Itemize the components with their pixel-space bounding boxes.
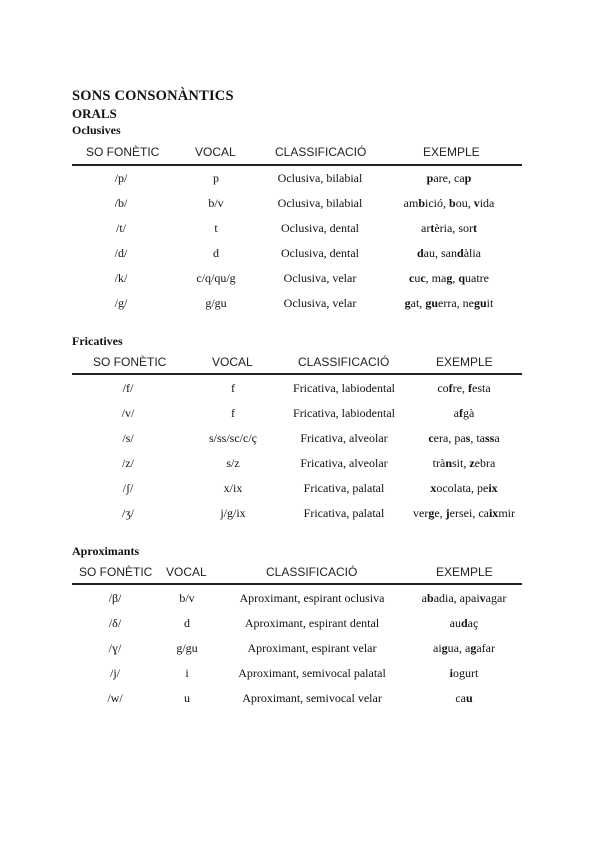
highlighted-letters: c (409, 271, 415, 285)
cell-classificacio: Fricativa, palatal (303, 481, 385, 495)
cell-vocal: d (213, 246, 219, 260)
highlighted-letters: d (457, 246, 464, 260)
example-text: it (486, 296, 494, 310)
cell-vocal: t (214, 221, 218, 235)
highlighted-letters: d (416, 246, 424, 260)
example-text: gà (463, 406, 475, 420)
highlighted-letters: n (445, 456, 453, 470)
cell-exemple (422, 591, 507, 606)
example-text: esta (472, 381, 491, 395)
column-header-exemple: EXEMPLE (436, 565, 493, 579)
example-text: afar (476, 641, 495, 655)
example-text: ar (421, 221, 431, 235)
cell-vocal: f (231, 406, 235, 420)
highlighted-letters: f (448, 381, 453, 395)
highlighted-letters: p (426, 171, 434, 185)
cell-classificacio: Oclusiva, bilabial (277, 171, 363, 185)
cell-classificacio: Aproximant, espirant dental (244, 616, 380, 630)
cell-classificacio: Oclusiva, dental (281, 221, 359, 235)
highlighted-letters: q (458, 271, 466, 285)
highlighted-letters: s (465, 431, 471, 445)
highlighted-letters: u (465, 691, 473, 705)
column-header-classificacio: CLASSIFICACIÓ (266, 565, 358, 579)
example-text: re, (452, 381, 468, 395)
section-heading: Fricatives (72, 334, 123, 348)
cell-exemple (437, 381, 490, 396)
cell-exemple (417, 246, 481, 261)
highlighted-letters: i (449, 666, 453, 680)
example-text: trà (432, 456, 446, 470)
cell-exemple (430, 481, 497, 496)
example-text: , (452, 271, 459, 285)
highlighted-letters: g (428, 506, 435, 520)
cell-so: /ɣ/ (108, 641, 122, 655)
highlighted-letters: ix (488, 506, 499, 520)
cell-exemple (413, 506, 515, 521)
cell-vocal: g/gu (205, 296, 227, 310)
cell-so: /d/ (114, 246, 128, 260)
cell-so: /ʒ/ (122, 506, 134, 520)
example-text: uatre (465, 271, 489, 285)
cell-exemple (455, 691, 472, 706)
highlighted-letters: d (460, 616, 468, 630)
example-text: aç (467, 616, 479, 630)
highlighted-letters: b (449, 196, 456, 210)
cell-so: /j/ (109, 666, 121, 680)
example-text: era, pa (433, 431, 466, 445)
example-text: ua, a (447, 641, 471, 655)
cell-exemple (404, 196, 495, 211)
example-text: ver (413, 506, 429, 520)
cell-classificacio: Aproximant, semivocal velar (242, 691, 382, 705)
column-header-vocal: VOCAL (166, 565, 207, 579)
highlighted-letters: c (420, 271, 426, 285)
header-rule (72, 164, 522, 166)
column-header-vocal: VOCAL (195, 145, 236, 159)
cell-vocal: b/v (208, 196, 224, 210)
cell-so: /z/ (122, 456, 134, 470)
cell-so: /b/ (114, 196, 128, 210)
cell-so: /f/ (122, 381, 134, 395)
example-text: ersei, ca (449, 506, 489, 520)
highlighted-letters: t (472, 221, 477, 235)
highlighted-letters: b (418, 196, 425, 210)
cell-so: /t/ (115, 221, 127, 235)
cell-classificacio: Oclusiva, dental (281, 246, 359, 260)
column-header-classificacio: CLASSIFICACIÓ (275, 145, 367, 159)
cell-classificacio: Fricativa, labiodental (293, 406, 395, 420)
cell-exemple (454, 406, 475, 421)
highlighted-letters: g (470, 641, 477, 655)
cell-classificacio: Fricativa, alveolar (300, 456, 388, 470)
cell-vocal: c/q/qu/g (196, 271, 236, 285)
cell-exemple (405, 296, 494, 311)
column-header-vocal: VOCAL (212, 355, 253, 369)
cell-exemple (450, 616, 479, 631)
cell-classificacio: Oclusiva, bilabial (277, 196, 363, 210)
cell-vocal: i (185, 666, 189, 680)
highlighted-letters: g (404, 296, 411, 310)
cell-classificacio: Aproximant, espirant oclusiva (239, 591, 385, 605)
cell-vocal: j/g/ix (220, 506, 246, 520)
section-heading: Aproximants (72, 544, 140, 558)
cell-exemple (427, 171, 472, 186)
cell-vocal: s/ss/sc/c/ç (209, 431, 257, 445)
header-rule (72, 583, 522, 585)
cell-classificacio: Oclusiva, velar (283, 296, 357, 310)
highlighted-letters: x (430, 481, 437, 495)
highlighted-letters: g (446, 271, 453, 285)
example-text: e, (434, 506, 446, 520)
cell-so: /β/ (108, 591, 122, 605)
column-header-exemple: EXEMPLE (423, 145, 480, 159)
example-text: agar (485, 591, 507, 605)
highlighted-letters: gu (473, 296, 487, 310)
highlighted-letters: gu (425, 296, 439, 310)
highlighted-letters: j (445, 506, 450, 520)
page-subtitle: ORALS (72, 106, 117, 121)
cell-classificacio: Aproximant, semivocal palatal (238, 666, 386, 680)
column-header-so: SO FONÈTIC (86, 145, 160, 159)
example-text: èria, sor (434, 221, 473, 235)
highlighted-letters: v (479, 591, 486, 605)
column-header-so: SO FONÈTIC (79, 565, 153, 579)
example-text: a (494, 431, 500, 445)
column-header-so: SO FONÈTIC (93, 355, 167, 369)
highlighted-letters: c (428, 431, 434, 445)
header-rule (72, 373, 522, 375)
example-text: u (414, 271, 421, 285)
highlighted-letters: ix (488, 481, 498, 495)
highlighted-letters: f (459, 406, 463, 420)
cell-vocal: x/ix (223, 481, 243, 495)
example-text: at, (410, 296, 426, 310)
cell-classificacio: Fricativa, alveolar (300, 431, 388, 445)
cell-exemple (409, 271, 489, 286)
example-text: ou, (455, 196, 474, 210)
cell-so: /v/ (121, 406, 135, 420)
example-text: ocolata, pe (436, 481, 489, 495)
highlighted-letters: t (430, 221, 435, 235)
example-text: , ma (425, 271, 447, 285)
example-text: ai (433, 641, 442, 655)
highlighted-letters: b (427, 591, 434, 605)
example-text: ogurt (453, 666, 479, 680)
cell-exemple (433, 456, 496, 471)
example-text: sit, (452, 456, 470, 470)
cell-so: /k/ (114, 271, 128, 285)
example-text: ida (479, 196, 495, 210)
example-text: adia, apai (433, 591, 480, 605)
example-text: ició, (425, 196, 449, 210)
cell-classificacio: Aproximant, espirant velar (247, 641, 377, 655)
cell-exemple (433, 641, 495, 656)
example-text: ca (455, 691, 466, 705)
cell-so: /g/ (114, 296, 128, 310)
example-text: are, ca (433, 171, 465, 185)
column-header-exemple: EXEMPLE (436, 355, 493, 369)
cell-classificacio: Fricativa, palatal (303, 506, 385, 520)
example-text: , ta (470, 431, 485, 445)
example-text: ebra (474, 456, 496, 470)
cell-so: /w/ (107, 691, 123, 705)
example-text: erra, ne (438, 296, 474, 310)
cell-exemple (450, 666, 479, 681)
example-text: mir (498, 506, 515, 520)
cell-classificacio: Oclusiva, velar (283, 271, 357, 285)
cell-vocal: f (231, 381, 235, 395)
cell-classificacio: Fricativa, labiodental (293, 381, 395, 395)
example-text: au (449, 616, 461, 630)
cell-so: /ʃ/ (122, 481, 134, 495)
cell-so: /δ/ (108, 616, 122, 630)
example-text: a (421, 591, 427, 605)
cell-so: /p/ (114, 171, 128, 185)
highlighted-letters: v (473, 196, 480, 210)
cell-exemple (421, 221, 477, 236)
highlighted-letters: z (469, 456, 475, 470)
cell-vocal: g/gu (176, 641, 198, 655)
example-text: a (453, 406, 459, 420)
highlighted-letters: f (468, 381, 472, 395)
example-text: co (437, 381, 449, 395)
cell-vocal: b/v (179, 591, 195, 605)
highlighted-letters: p (464, 171, 472, 185)
cell-vocal: s/z (226, 456, 240, 470)
example-text: am (403, 196, 419, 210)
cell-so: /s/ (122, 431, 134, 445)
highlighted-letters: ss (484, 431, 495, 445)
cell-vocal: u (184, 691, 190, 705)
example-text: àlia (463, 246, 482, 260)
example-text: au, san (423, 246, 457, 260)
cell-exemple (428, 431, 499, 446)
column-header-classificacio: CLASSIFICACIÓ (298, 355, 390, 369)
highlighted-letters: g (441, 641, 448, 655)
cell-vocal: d (184, 616, 190, 630)
section-heading: Oclusives (72, 123, 121, 137)
page-title: SONS CONSONÀNTICS (72, 88, 234, 104)
cell-vocal: p (213, 171, 219, 185)
